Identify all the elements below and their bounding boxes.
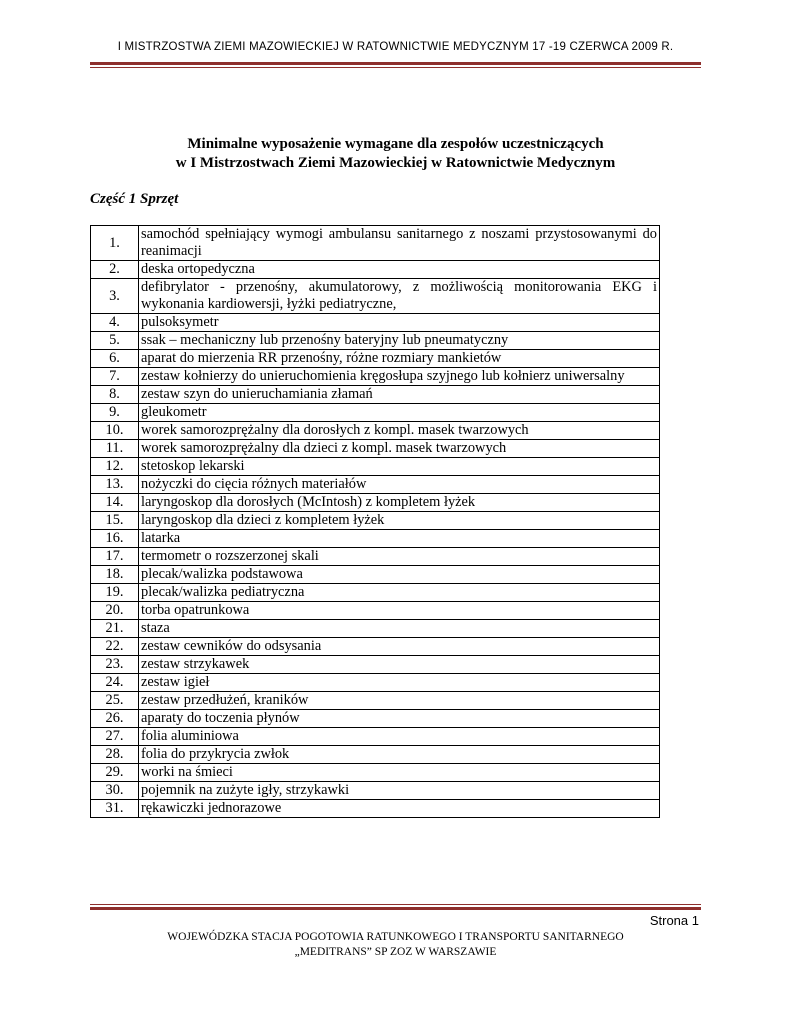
document-title-line-1: Minimalne wyposażenie wymagane dla zespołów uczestniczących — [187, 136, 604, 152]
item-number: 31. — [91, 800, 139, 818]
footer-rule-thin — [90, 904, 701, 905]
table-row — [91, 440, 660, 458]
item-number: 18. — [91, 566, 139, 584]
item-description: folia do przykrycia zwłok — [139, 746, 660, 764]
item-description: rękawiczki jednorazowe — [139, 800, 660, 818]
item-number: 28. — [91, 746, 139, 764]
table-row — [91, 530, 660, 548]
item-number: 9. — [91, 404, 139, 422]
item-description: torba opatrunkowa — [139, 602, 660, 620]
item-number: 30. — [91, 782, 139, 800]
table-row — [91, 728, 660, 746]
table-row — [91, 566, 660, 584]
table-row — [91, 674, 660, 692]
item-description: zestaw kołnierzy do unieruchomienia kręgosłupa szyjnego lub kołnierz uniwersalny — [139, 368, 660, 386]
item-number: 2. — [91, 261, 139, 279]
item-description: pojemnik na zużyte igły, strzykawki — [139, 782, 660, 800]
item-number: 27. — [91, 728, 139, 746]
header-rule-thick — [90, 62, 701, 65]
item-number: 7. — [91, 368, 139, 386]
running-header: I MISTRZOSTWA ZIEMI MAZOWIECKIEJ W RATOWNICTWIE MEDYCZNYM 17 -19 CZERWCA 2009 R. — [117, 41, 674, 53]
table-row — [91, 710, 660, 728]
item-description: zestaw szyn do unieruchamiania złamań — [139, 386, 660, 404]
table-row — [91, 458, 660, 476]
table-row — [91, 332, 660, 350]
table-row — [91, 692, 660, 710]
item-description: pulsoksymetr — [139, 314, 660, 332]
item-description: staza — [139, 620, 660, 638]
item-description: termometr o rozszerzonej skali — [139, 548, 660, 566]
item-number: 6. — [91, 350, 139, 368]
item-description: zestaw cewników do odsysania — [139, 638, 660, 656]
table-row — [91, 350, 660, 368]
item-description: laryngoskop dla dorosłych (McIntosh) z kompletem łyżek — [139, 494, 660, 512]
table-row — [91, 638, 660, 656]
item-description: zestaw przedłużeń, kraników — [139, 692, 660, 710]
table-row — [91, 226, 660, 261]
table-row — [91, 764, 660, 782]
table-row — [91, 279, 660, 314]
item-number: 13. — [91, 476, 139, 494]
item-number: 16. — [91, 530, 139, 548]
item-description: folia aluminiowa — [139, 728, 660, 746]
item-number: 10. — [91, 422, 139, 440]
section-heading: Część 1 Sprzęt — [90, 191, 179, 207]
table-row — [91, 620, 660, 638]
item-description: nożyczki do cięcia różnych materiałów — [139, 476, 660, 494]
item-description: aparaty do toczenia płynów — [139, 710, 660, 728]
page-number: Strona 1 — [649, 913, 699, 928]
table-row — [91, 261, 660, 279]
table-row — [91, 800, 660, 818]
item-description: aparat do mierzenia RR przenośny, różne rozmiary mankietów — [139, 350, 660, 368]
table-row — [91, 656, 660, 674]
item-number: 1. — [91, 226, 139, 261]
item-number: 19. — [91, 584, 139, 602]
table-row — [91, 602, 660, 620]
equipment-table — [90, 225, 660, 818]
table-row — [91, 404, 660, 422]
footer-organization: WOJEWÓDZKA STACJA POGOTOWIA RATUNKOWEGO I TRANSPORTU SANITARNEGO — [167, 931, 624, 943]
item-description: stetoskop lekarski — [139, 458, 660, 476]
item-description: ssak – mechaniczny lub przenośny bateryjny lub pneumatyczny — [139, 332, 660, 350]
item-description: deska ortopedyczna — [139, 261, 660, 279]
item-number: 14. — [91, 494, 139, 512]
item-description: plecak/walizka pediatryczna — [139, 584, 660, 602]
item-description: worek samorozprężalny dla dorosłych z kompl. masek twarzowych — [139, 422, 660, 440]
item-number: 12. — [91, 458, 139, 476]
item-number: 5. — [91, 332, 139, 350]
item-description: samochód spełniający wymogi ambulansu sanitarnego z noszami przystosowanymi do reanimacji — [139, 226, 660, 261]
table-row — [91, 512, 660, 530]
item-number: 8. — [91, 386, 139, 404]
table-row — [91, 494, 660, 512]
item-description: latarka — [139, 530, 660, 548]
item-number: 20. — [91, 602, 139, 620]
item-number: 3. — [91, 279, 139, 314]
table-row — [91, 314, 660, 332]
table-row — [91, 782, 660, 800]
item-number: 21. — [91, 620, 139, 638]
table-row — [91, 368, 660, 386]
item-description: defibrylator - przenośny, akumulatorowy, z możliwością monitorowania EKG i wykonania kardiowersji, łyżki pediatryczne, — [139, 279, 660, 314]
item-description: plecak/walizka podstawowa — [139, 566, 660, 584]
item-description: zestaw igieł — [139, 674, 660, 692]
table-row — [91, 548, 660, 566]
footer-rule-thick — [90, 907, 701, 910]
item-number: 17. — [91, 548, 139, 566]
item-number: 29. — [91, 764, 139, 782]
item-number: 4. — [91, 314, 139, 332]
table-row — [91, 746, 660, 764]
table-row — [91, 422, 660, 440]
item-description: zestaw strzykawek — [139, 656, 660, 674]
item-number: 11. — [91, 440, 139, 458]
table-row — [91, 584, 660, 602]
item-number: 24. — [91, 674, 139, 692]
header-rule-thin — [90, 67, 701, 68]
item-number: 23. — [91, 656, 139, 674]
item-number: 22. — [91, 638, 139, 656]
item-description: worek samorozprężalny dla dzieci z kompl. masek twarzowych — [139, 440, 660, 458]
item-description: gleukometr — [139, 404, 660, 422]
item-number: 26. — [91, 710, 139, 728]
table-row — [91, 476, 660, 494]
item-description: worki na śmieci — [139, 764, 660, 782]
table-row — [91, 386, 660, 404]
item-number: 15. — [91, 512, 139, 530]
item-description: laryngoskop dla dzieci z kompletem łyżek — [139, 512, 660, 530]
document-title-line-2: w I Mistrzostwach Ziemi Mazowieckiej w Ratownictwie Medycznym — [175, 155, 616, 171]
footer-organization-name: „MEDITRANS” SP ZOZ W WARSZAWIE — [294, 946, 497, 958]
item-number: 25. — [91, 692, 139, 710]
